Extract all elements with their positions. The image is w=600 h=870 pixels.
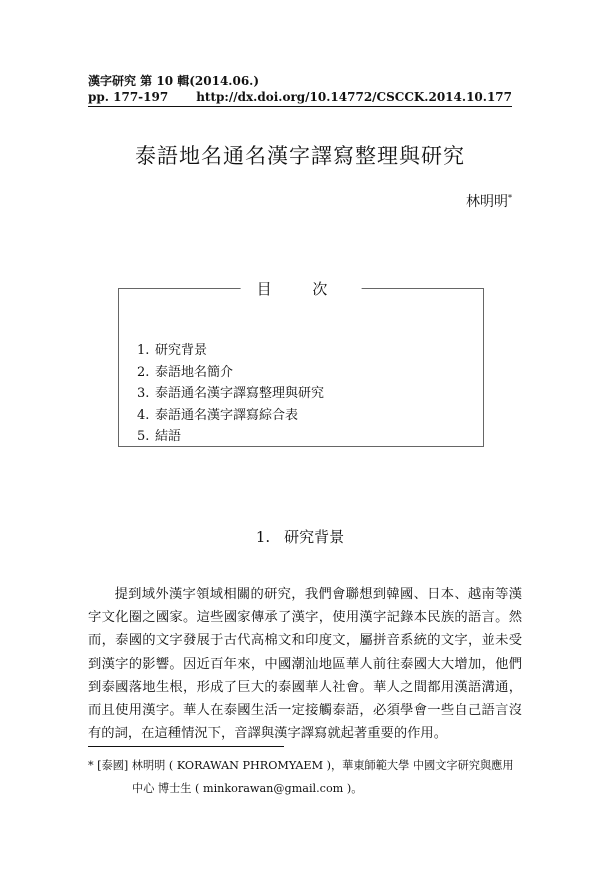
footnote-line: 中心 博士生 ( minkorawan@gmail.com )。 <box>132 782 363 795</box>
toc-item-label: 泰語通名漢字譯寫綜合表 <box>155 407 299 423</box>
toc-item-label: 泰語地名簡介 <box>155 364 234 380</box>
author <box>466 191 512 211</box>
toc-heading: 目 次 <box>241 278 362 299</box>
toc-item-number: 1. <box>137 343 150 358</box>
journal-header <box>88 72 512 89</box>
footnote <box>88 754 520 800</box>
toc-item-number: 5. <box>137 429 150 445</box>
toc-item[interactable] <box>137 383 324 405</box>
toc-item[interactable] <box>137 426 324 448</box>
doi-link[interactable]: http://dx.doi.org/10.14772/CSCCK.2014.10.177 <box>196 90 512 104</box>
section-number: 1. <box>255 528 271 546</box>
footnote-line: * [泰國] 林明明 ( KORAWAN PHROMYAEM )，華東師範大學 中國文字研究與應用 <box>88 759 514 772</box>
toc-item[interactable] <box>137 405 324 427</box>
paper-title: 泰語地名通名漢字譯寫整理與研究 <box>135 144 465 168</box>
footnote-rule <box>88 746 284 747</box>
journal-name: 漢字研究 第 10 輯(2014.06.) <box>88 74 260 88</box>
toc-item-number: 2. <box>137 364 150 380</box>
toc-item-number: 3. <box>137 386 150 402</box>
page-range-row <box>88 90 512 104</box>
toc-item[interactable] <box>137 340 324 362</box>
author-name: 林明明 <box>466 194 508 210</box>
toc-list <box>137 340 324 448</box>
section-heading <box>0 526 600 547</box>
section-title: 研究背景 <box>284 528 345 546</box>
body-paragraph: 提到域外漢字領域相關的研究，我們會聯想到韓國、日本、越南等漢字文化圈之國家。這些國家傳承了漢字，使用漢字記錄本民族的語言。然而，泰國的文字發展于古代高棉文和印度文，屬拼音系統的文字，並未受到漢字的影響。因近百年來，中國潮汕地區華人前往泰國大大增加，他們到泰國落地生根，形成了巨大的泰國華人社會。華人之間都用漢語溝通，而且使用漢字。華人在泰國生活一定接觸泰語，必須學會一些自己語言沒有的詞，在這種情況下，音譯與漢字譯寫就起著重要的作用。 <box>88 587 522 742</box>
toc-item-label: 泰語通名漢字譯寫整理與研究 <box>155 386 325 402</box>
toc-item-label: 研究背景 <box>155 343 208 358</box>
author-footnote-mark: * <box>508 193 512 203</box>
toc-item[interactable] <box>137 362 324 384</box>
header-rule <box>88 106 512 107</box>
toc-item-label: 結語 <box>155 429 182 445</box>
table-of-contents <box>118 280 484 447</box>
page-range: pp. 177-197 <box>88 90 169 104</box>
toc-item-number: 4. <box>137 407 150 423</box>
